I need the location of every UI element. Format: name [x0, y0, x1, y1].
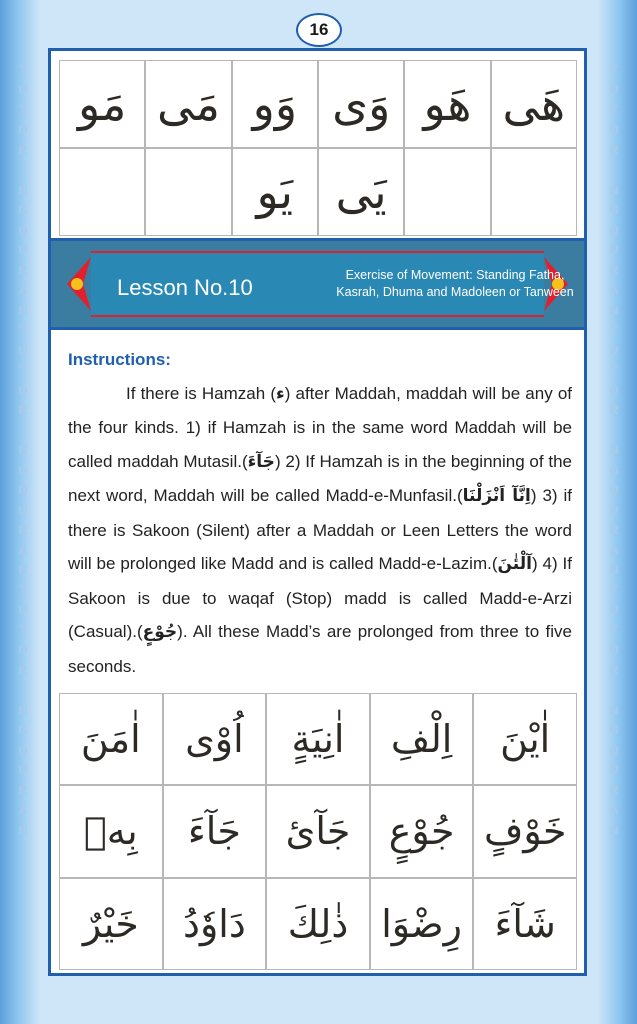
watermark-letter: R — [609, 143, 619, 157]
watermark-letter: U — [609, 763, 619, 777]
watermark-letter: N — [18, 183, 28, 197]
watermark-letter: T — [610, 323, 618, 337]
watermark-letter: N — [609, 563, 619, 577]
watermark-letter: T — [610, 63, 618, 77]
top-letter-grid — [59, 60, 577, 236]
watermark-letter: G — [609, 723, 619, 737]
letter-cell: هَی — [491, 60, 577, 148]
word-cell: بِهٖ — [59, 785, 163, 877]
watermark-letter: N — [609, 303, 619, 317]
watermark-letter: R — [18, 523, 28, 537]
watermark-letter: Q — [609, 743, 619, 757]
word-cell: جَآءَ — [163, 785, 267, 877]
watermark-letter: N — [609, 823, 619, 837]
word-cell: اٰمَنَ — [59, 693, 163, 785]
watermark-letter: I — [612, 683, 616, 697]
word-cell: اُوْی — [163, 693, 267, 785]
word-cell: رِضْوَا — [370, 878, 474, 970]
word-cell: جَآیٔ — [266, 785, 370, 877]
watermark-letter: T — [19, 323, 27, 337]
watermark-letter: O — [18, 123, 28, 137]
watermark-letter: N — [18, 703, 28, 717]
watermark-letter: T — [19, 583, 27, 597]
instr-text: ) 2) If Hamzah is in the beginning of the next word, Maddah will be called Madd-e-Munfasil.( — [68, 451, 572, 505]
watermark-letter: I — [612, 423, 616, 437]
side-watermark-right — [607, 60, 621, 840]
watermark-letter: Q — [609, 223, 619, 237]
watermark-letter: G — [609, 463, 619, 477]
letter-cell: وَی — [318, 60, 404, 148]
watermark-letter: T — [610, 363, 618, 377]
letter-cell: يَو — [232, 148, 318, 236]
watermark-letter: O — [609, 383, 619, 397]
watermark-letter: N — [609, 703, 619, 717]
word-cell: خَيْرٌ — [59, 878, 163, 970]
watermark-letter: N — [18, 823, 28, 837]
watermark-letter: N — [18, 563, 28, 577]
instr-text: ) 3) if there is Sakoon (Silent) after a Maddah or Leen Letters the word will be prolonged like Madd and is called Madd-e-Lazim.( — [68, 486, 572, 573]
arabic-example: ء — [275, 383, 285, 404]
watermark-letter: T — [610, 583, 618, 597]
watermark-letter: R — [609, 783, 619, 797]
page-number: 16 — [296, 13, 342, 47]
watermark-letter: O — [18, 383, 28, 397]
letter-cell: وَو — [232, 60, 318, 148]
word-cell: خَوْفٍ — [473, 785, 577, 877]
watermark-letter: T — [19, 63, 27, 77]
word-cell: جُوْعٍ — [370, 785, 474, 877]
arabic-example: جَآءَ — [247, 451, 275, 472]
watermark-letter: I — [612, 163, 616, 177]
empty-cell — [404, 148, 490, 236]
watermark-letter: I — [21, 683, 25, 697]
watermark-letter: U — [609, 503, 619, 517]
watermark-letter: N — [18, 303, 28, 317]
watermark-letter: R — [609, 523, 619, 537]
watermark-letter: A — [18, 803, 28, 817]
word-cell: شَآءَ — [473, 878, 577, 970]
watermark-letter: U — [609, 243, 619, 257]
watermark-letter: A — [609, 803, 619, 817]
watermark-letter: A — [609, 283, 619, 297]
watermark-letter: R — [609, 663, 619, 677]
watermark-letter: U — [18, 83, 28, 97]
watermark-letter: R — [18, 403, 28, 417]
letter-cell: يَی — [318, 148, 404, 236]
watermark-letter: G — [18, 463, 28, 477]
watermark-letter: R — [18, 143, 28, 157]
watermark-letter: N — [609, 183, 619, 197]
word-cell: ذٰلِكَ — [266, 878, 370, 970]
watermark-letter: U — [609, 603, 619, 617]
lesson-banner — [51, 238, 584, 330]
watermark-letter: N — [18, 443, 28, 457]
letter-cell: مَی — [145, 60, 231, 148]
watermark-letter: T — [610, 623, 618, 637]
bottom-word-grid — [59, 693, 577, 970]
watermark-letter: U — [18, 343, 28, 357]
watermark-letter: U — [18, 603, 28, 617]
word-cell: اٰنِيَةٍ — [266, 693, 370, 785]
watermark-letter: G — [18, 723, 28, 737]
ornament-left-icon — [63, 255, 93, 313]
instructions-paragraph — [68, 377, 572, 684]
letter-cell: مَو — [59, 60, 145, 148]
watermark-letter: R — [18, 263, 28, 277]
watermark-letter: Q — [18, 483, 28, 497]
instr-text: ) after Maddah, maddah will be any of the four kinds. 1) if Hamzah is in the same word Maddah will be called maddah Mutasil.( — [68, 383, 573, 471]
watermark-letter: A — [18, 543, 28, 557]
watermark-letter: N — [609, 443, 619, 457]
word-cell: اِلْفِ — [370, 693, 474, 785]
watermark-letter: R — [18, 663, 28, 677]
arabic-example: آلْئٰنَ — [497, 554, 532, 574]
watermark-letter: A — [18, 283, 28, 297]
instr-text: ). All these Madd’s are prolonged from three to five seconds. — [68, 622, 572, 676]
watermark-letter: G — [609, 203, 619, 217]
watermark-letter: T — [610, 103, 618, 117]
instructions-block — [68, 343, 572, 683]
arabic-example: اِنَّآ اَنْزَلْنَا — [462, 486, 531, 506]
empty-cell — [145, 148, 231, 236]
watermark-letter: A — [609, 543, 619, 557]
watermark-letter: Q — [18, 223, 28, 237]
side-watermark-left — [16, 60, 30, 840]
watermark-letter: R — [18, 783, 28, 797]
watermark-letter: R — [609, 263, 619, 277]
watermark-letter: O — [609, 643, 619, 657]
watermark-letter: U — [18, 763, 28, 777]
watermark-letter: I — [21, 423, 25, 437]
watermark-letter: R — [609, 403, 619, 417]
watermark-letter: Q — [18, 743, 28, 757]
empty-cell — [59, 148, 145, 236]
watermark-letter: T — [19, 103, 27, 117]
watermark-letter: G — [18, 203, 28, 217]
watermark-letter: O — [609, 123, 619, 137]
word-cell: اٰيْنَ — [473, 693, 577, 785]
watermark-letter: U — [609, 343, 619, 357]
watermark-letter: T — [19, 623, 27, 637]
lesson-subtitle: Exercise of Movement: Standing Fatha, Kasrah, Dhuma and Madoleen or Tanween — [336, 268, 574, 299]
watermark-letter: Q — [609, 483, 619, 497]
instr-text: If there is Hamzah ( — [126, 383, 276, 403]
empty-cell — [491, 148, 577, 236]
letter-cell: هَو — [404, 60, 490, 148]
lesson-title: Lesson No.10 — [117, 275, 253, 300]
instructions-heading: Instructions: — [68, 350, 171, 369]
watermark-letter: T — [19, 363, 27, 377]
instr-text: ) 4) If Sakoon is due to waqaf (Stop) madd is called Madd-e-Arzi (Casual).( — [68, 554, 572, 641]
watermark-letter: U — [18, 243, 28, 257]
watermark-letter: U — [18, 503, 28, 517]
watermark-letter: O — [18, 643, 28, 657]
watermark-letter: U — [609, 83, 619, 97]
arabic-example: جُوْعٍ — [142, 622, 178, 642]
watermark-letter: I — [21, 163, 25, 177]
word-cell: دَاوٗدُ — [163, 878, 267, 970]
